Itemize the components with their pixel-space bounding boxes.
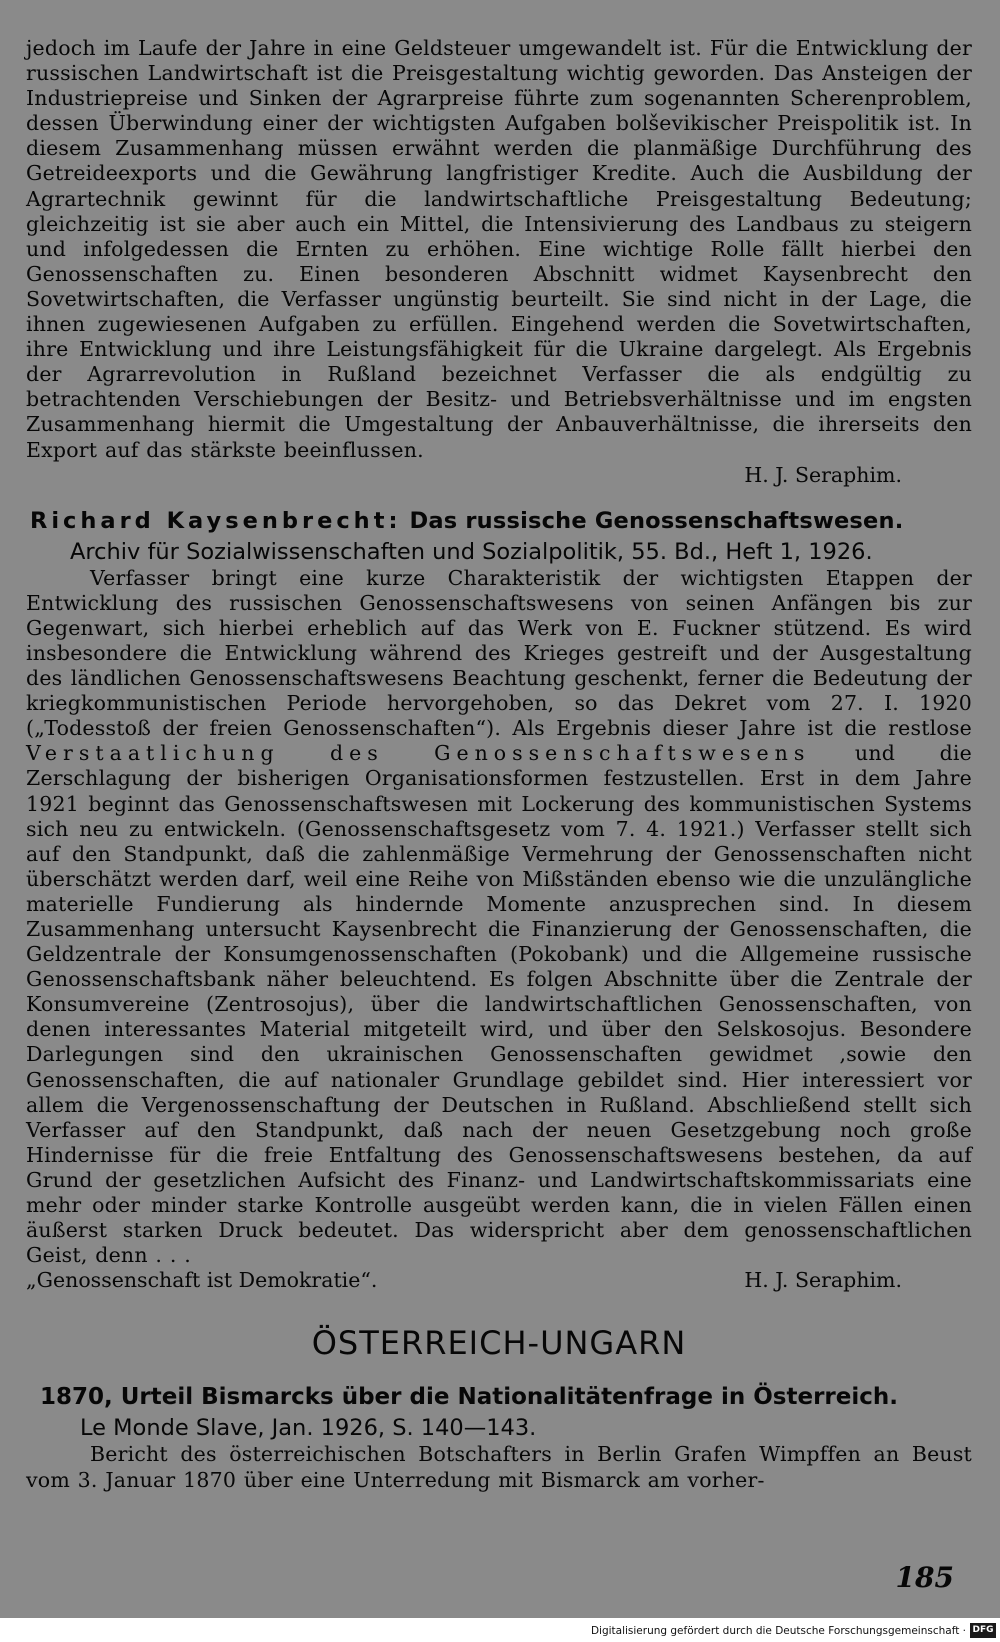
page-text-block (26, 36, 972, 1493)
page-number: 185 (895, 1561, 954, 1594)
review-2-text (26, 566, 972, 1269)
entry-3-source: Le Monde Slave, Jan. 1926, S. 140—143. (80, 1415, 537, 1442)
review-2-signature: H. J. Seraphim. (744, 1268, 902, 1293)
review-2-closing (26, 1268, 972, 1293)
review-2-spaced-phrase: Verstaatlichung des Genossenschaftswesens (26, 741, 811, 766)
digitization-credit: Digitalisierung gefördert durch die Deutsche Forschungsgemeinschaft · (590, 1625, 966, 1637)
section-heading: ÖSTERREICH-UNGARN (311, 1324, 687, 1363)
review-2-heading (30, 508, 972, 535)
review-1-signature: H. J. Seraphim. (744, 462, 902, 487)
review-2-text-part-2: und die Zerschlagung der bisherigen Organisationsformen festzustellen. Erst in dem Jahre 1921 beginnt das Genossenschaftswesen mit Lockerung des kommunistischen Systems sich neu zu entwickeln. (Genossenschaftsgesetz vom 7. 4. 1921.) Verfasser stellt sich auf den Standpunkt, daß die zahlenmäßige Vermehrung der Genossenschaften nicht überschätzt werden darf, weil eine Reihe von Mißständen ebenso wie die unzulängliche materielle Fundierung als hindernde Momente anzusprechen sind. In diesem Zusammenhang untersucht Kaysenbrecht die Finanzierung der Genossenschaften, die Geldzentrale der Konsumgenossenschaften (Pokobank) und die Allgemeine russische Genossenschaftsbank näher beleuchtend. Es folgen Abschnitte über die Zentrale der Konsumvereine (Zentrosojus), über die landwirtschaftlichen Genossenschaften, von denen interessantes Material mitgeteilt wird, und über den Selskosojus. Besondere Darlegungen sind den ukrainischen Genossenschaften gewidmet ,sowie den Genossenschaften, die auf nationaler Grundlage gebildet sind. Hier interessiert vor allem die Vergenossenschaftung der Deutschen in Rußland. Abschließend stellt sich Verfasser auf den Standpunkt, daß nach der neuen Gesetzgebung noch große Hindernisse für die freie Entfaltung des Genossenschaftswesens bestehen, da auf Grund der gesetzlichen Aufsicht des Finanz- und Landwirtschaftskommissariats eine mehr oder minder starke Kontrolle ausgeübt werden kann, die in vielen Fällen einen äußerst starken Druck bedeutet. Das widerspricht aber dem genossenschaftlichen Geist, denn . . . (26, 741, 973, 1268)
dfg-logo: DFG (970, 1623, 996, 1638)
review-2-source: Archiv für Sozialwissenschaften und Sozialpolitik, 55. Bd., Heft 1, 1926. (70, 538, 873, 565)
entry-3-title: 1870, Urteil Bismarcks über die Nationalitätenfrage in Österreich. (40, 1384, 898, 1411)
review-2-closing-quote: „Genossenschaft ist Demokratie“. (26, 1268, 378, 1293)
review-1-text: jedoch im Laufe der Jahre in eine Geldsteuer umgewandelt ist. Für die Entwicklung der russischen Landwirtschaft ist die Preisgestaltung wichtig geworden. Das Ansteigen der Industriepreise und Sinken der Agrarpreise führte zum sogenannten Scherenproblem, dessen Überwindung einer der wichtigsten Aufgaben bolševikischer Preispolitik ist. In diesem Zusammenhang müssen erwähnt werden die planmäßige Durchführung des Getreideexports und die Gewährung langfristiger Kredite. Auch die Ausbildung der Agrartechnik gewinnt für die landwirtschaftliche Preisgestaltung Bedeutung; gleichzeitig ist sie aber auch ein Mittel, die Intensivierung des Landbaus zu steigern und infolgedessen die Ernten zu erhöhen. Eine wichtige Rolle fällt hierbei den Genossenschaften zu. Einen besonderen Abschnitt widmet Kaysenbrecht den Sovetwirtschaften, die Verfasser ungünstig beurteilt. Sie sind nicht in der Lage, die ihnen zugewiesenen Aufgaben zu erfüllen. Eingehend werden die Sovetwirtschaften, ihre Entwicklung und ihre Leistungsfähigkeit für die Ukraine dargelegt. Als Ergebnis der Agrarrevolution in Rußland bezeichnet Verfasser die als endgültig zu betrachtenden Verschiebungen der Besitz- und Betriebsverhältnisse und im engsten Zusammenhang hiermit die Umgestaltung der Anbauverhältnisse, die ihrerseits den Export auf das stärkste beeinflussen. (26, 36, 972, 462)
review-2-text-part-1: Verfasser bringt eine kurze Charakteristik der wichtigsten Etappen der Entwicklung des russischen Genossenschaftswesens von seinen Anfängen bis zur Gegenwart, sich hierbei erheblich auf das Werk von E. Fuckner stützend. Es wird insbesondere die Entwicklung während des Krieges gestreift und der Ausgestaltung des ländlichen Genossenschaftswesens Beachtung geschenkt, ferner die Bedeutung der kriegkommunistischen Periode hervorgehoben, so das Dekret vom 27. I. 1920 („Todesstoß der freien Genossenschaften“). Als Ergebnis dieser Jahre ist die restlose (26, 565, 972, 741)
review-2-author: Richard Kaysenbrecht: (30, 507, 402, 534)
review-2-title: Das russische Genossenschaftswesen. (409, 507, 904, 534)
entry-3-text: Bericht des österreichischen Botschafters in Berlin Grafen Wimpffen an Beust vom 3. Januar 1870 über eine Unterredung mit Bismarck am vorher- (26, 1442, 972, 1492)
